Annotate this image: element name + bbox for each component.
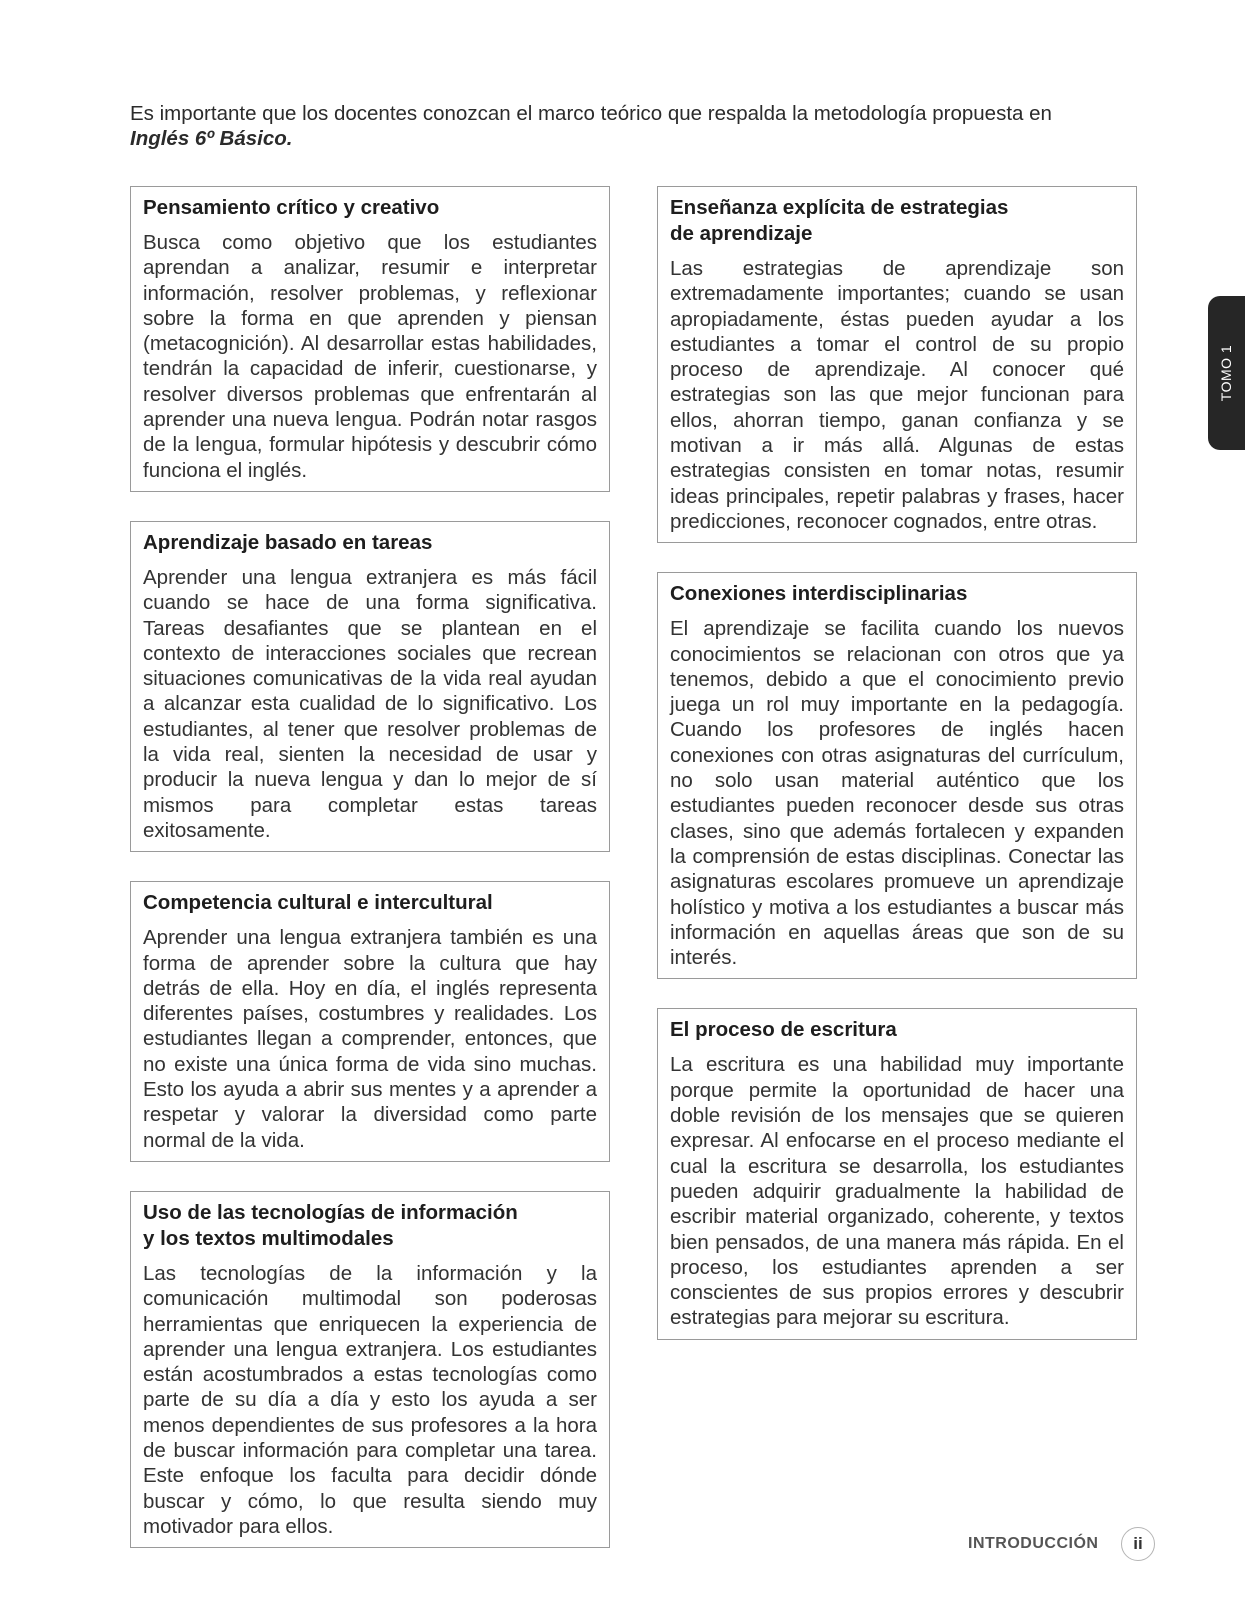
book-title: Inglés 6º Básico. [130, 127, 293, 150]
box-title: Aprendizaje basado en tareas [143, 530, 433, 554]
box-title: Competencia cultural e intercultural [143, 891, 493, 915]
box-title: Enseñanza explícita de estrategias de aprendizaje [670, 196, 1009, 245]
box-aprendizaje-tareas [130, 521, 610, 852]
intro-text: Es importante que los docentes conozcan el marco teórico que respalda la metodología propuesta en [130, 102, 1052, 125]
box-body: Las estrategias de aprendizaje son extremadamente importantes; cuando se usan apropiadamente, éstas pueden ayudar a los estudiantes a tomar el control de su propio proceso de aprendizaje. Al conocer qué estrategias son las que mejor funcionan para ellos, ahorran tiempo, ganan confianza y se motivan a ir más allá. Algunas de estas estrategias consisten en tomar notas, resumir ideas principales, repetir palabras y frases, hacer predicciones, reconocer cognados, entre otras. [670, 257, 1124, 533]
box-competencia-cultural [130, 881, 610, 1162]
box-conexiones [657, 572, 1137, 979]
volume-tab [1208, 296, 1245, 450]
box-pensamiento-critico [130, 186, 610, 492]
box-body: La escritura es una habilidad muy importante porque permite la oportunidad de hacer una doble revisión de los mensajes que se quieren expresar. Al enfocarse en el proceso mediante el cual la escritura se desarrolla, los estudiantes pueden adquirir gradualmente la habilidad de escribir material organizado, coherente, y textos bien pensados, de una manera más rápida. En el proceso, los estudiantes aprenden a ser conscientes de sus propios errores y descubrir estrategias para mejorar su escritura. [670, 1053, 1124, 1330]
footer-section-label: INTRODUCCIÓN [968, 1535, 1099, 1552]
intro-paragraph [130, 101, 1137, 151]
box-title: El proceso de escritura [670, 1018, 897, 1042]
left-column [130, 186, 610, 1577]
right-column [657, 186, 1137, 1369]
box-body: Aprender una lengua extranjera es más fácil cuando se hace de una forma significativa. Tareas desafiantes que se plantean en el contexto de interacciones sociales que recrean situaciones comunicativas de la vida real ayudan a alcanzar esta cualidad de lo significativo. Los estudiantes, al tener que resolver problemas de la vida real, sienten la necesidad de usar y producir la nueva lengua y dan lo mejor de sí mismos para completar estas tareas exitosamente. [143, 565, 597, 842]
box-body: El aprendizaje se facilita cuando los nuevos conocimientos se relacionan con otros que ya tenemos, debido a que el conocimiento previo juega un rol muy importante en la pedagogía. Cuando los profesores de inglés hacen conexiones con otras asignaturas del currículum, no solo usan material auténtico que los estudiantes pueden reconocer desde sus otras clases, sino que además fortalecen y expanden la comprensión de estas disciplinas. Conectar las asignaturas escolares promueve un aprendizaje holístico y motiva a los estudiantes a buscar más información en aquellas áreas que son de su interés. [670, 617, 1124, 970]
box-body: Las tecnologías de la información y la comunicación multimodal son poderosas herramientas que enriquecen la experiencia de aprender una lengua extranjera. Los estudiantes están acostumbrados a estas tecnologías como parte de su día a día y esto los ayuda a ser menos dependientes de sus profesores a la hora de buscar información para completar una tarea. Este enfoque los faculta para decidir dónde buscar y cómo, lo que resulta siendo muy motivador para ellos. [143, 1261, 597, 1538]
page-number: ii [1121, 1527, 1155, 1561]
box-escritura [657, 1008, 1137, 1339]
box-body: Aprender una lengua extranjera también es una forma de aprender sobre la cultura que hay detrás de ella. Hoy en día, el inglés representa diferentes países, costumbres y realidades. Los estudiantes llegan a comprender, entonces, que no existe una única forma de vida sino muchas. Esto los ayuda a abrir sus mentes y a aprender a respetar y valorar la diversidad como parte normal de la vida. [143, 926, 597, 1152]
box-estrategias [657, 186, 1137, 543]
box-title: Conexiones interdisciplinarias [670, 582, 968, 606]
volume-tab-label: TOMO 1 [1218, 344, 1235, 402]
box-title: Pensamiento crítico y creativo [143, 196, 440, 219]
box-tecnologias [130, 1191, 610, 1548]
box-title: Uso de las tecnologías de información y los textos multimodales [143, 1200, 518, 1250]
box-body: Busca como objetivo que los estudiantes aprendan a analizar, resumir e interpretar información, resolver problemas, y reflexionar sobre la forma en que aprenden y piensan (metacognición). Al desarrollar estas habilidades, tendrán la capacidad de inferir, cuestionarse, y resolver diversos problemas que enfrentarán al aprender una nueva lengua. Podrán notar rasgos de la lengua, formular hipótesis y descubrir cómo funciona el inglés. [143, 231, 597, 482]
